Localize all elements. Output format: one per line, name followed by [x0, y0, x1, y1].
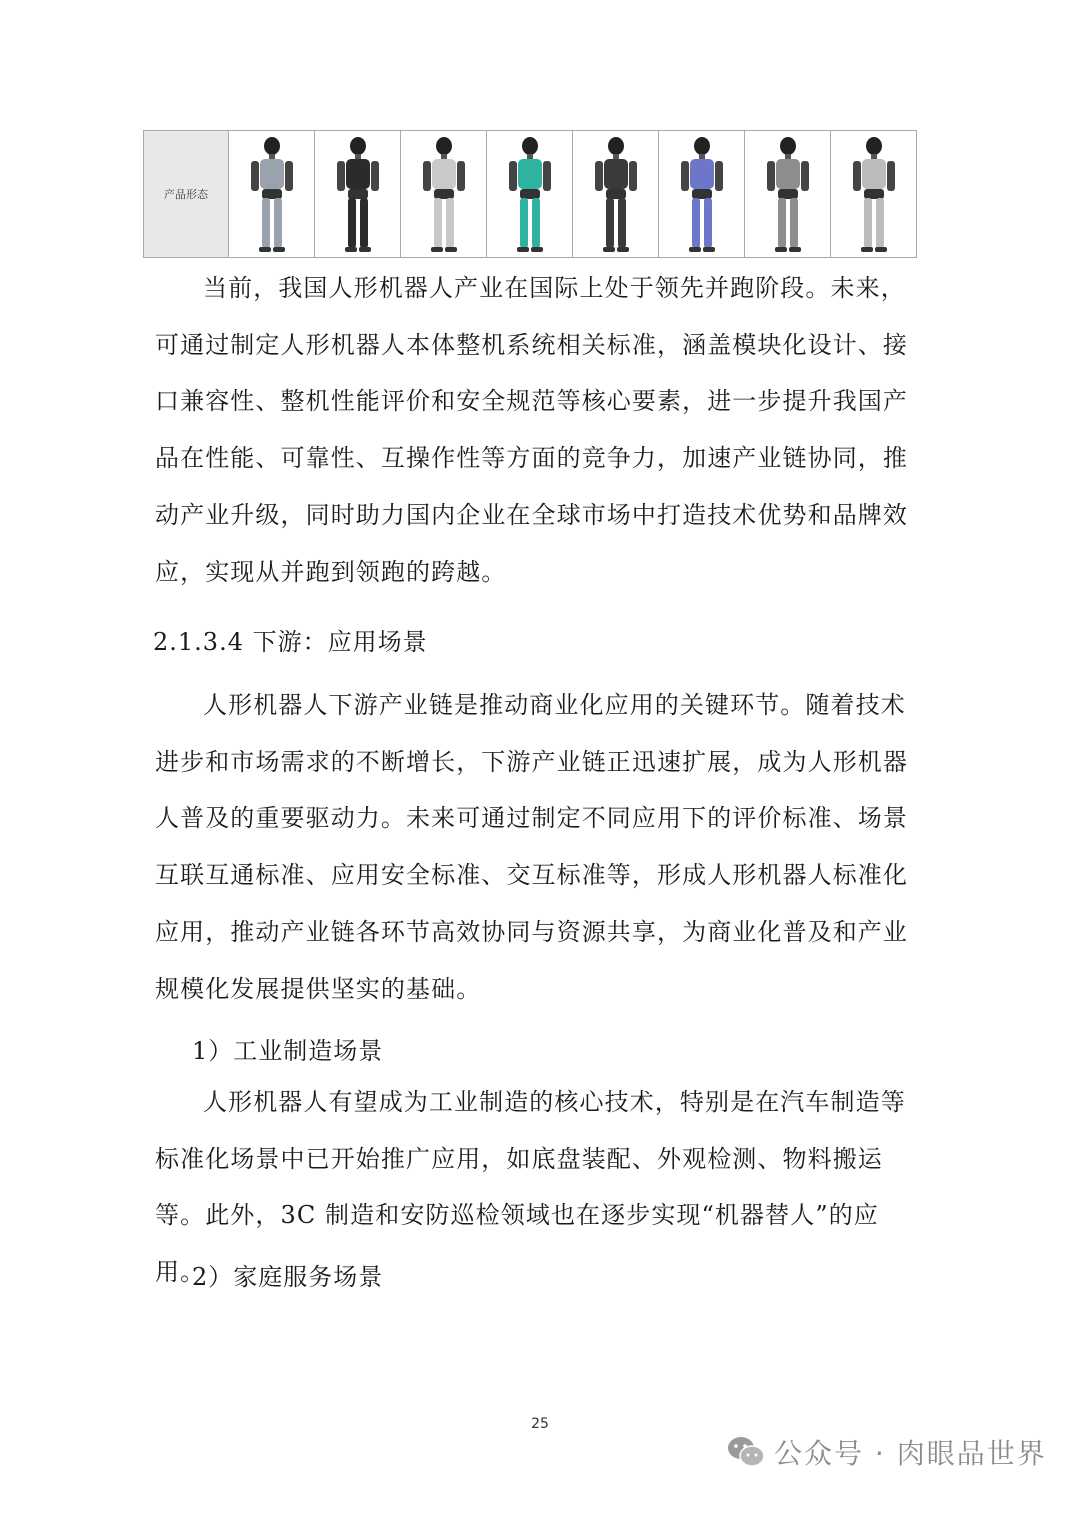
product-form-table: [143, 130, 917, 258]
paragraph-downstream: 人形机器人下游产业链是推动商业化应用的关键环节。随着技术进步和市场需求的不断增长，下游产业链正迅速扩展，成为人形机器人普及的重要驱动力。未来可通过制定不同应用下的评价标准、场景互联互通标准、应用安全标准、交互标准等，形成人形机器人标准化应用，推动产业链各环节高效协同与资源共享，为商业化普及和产业规模化发展提供坚实的基础。: [155, 691, 908, 1003]
humanoid-robot-icon: [495, 132, 565, 256]
humanoid-robot-icon: [581, 132, 651, 256]
table-label-cell: 产品形态: [144, 131, 229, 257]
subheading-home-service: 2）家庭服务场景: [192, 1263, 384, 1291]
humanoid-robot-icon: [753, 132, 823, 256]
robot-image-cell: [573, 131, 659, 257]
section-heading: 2.1.3.4 下游：应用场景: [153, 628, 428, 656]
robot-image-cell: [745, 131, 831, 257]
subheading-industrial: 1）工业制造场景: [192, 1037, 384, 1065]
robot-image-cell: [487, 131, 573, 257]
robot-image-cell: [315, 131, 401, 257]
humanoid-robot-icon: [237, 132, 307, 256]
paragraph-industrial: 人形机器人有望成为工业制造的核心技术，特别是在汽车制造等标准化场景中已开始推广应用，如底盘装配、外观检测、物料搬运等。此外，3C 制造和安防巡检领域也在逐步实现“机器替人”的应用。: [155, 1088, 906, 1287]
watermark-text: 公众号 · 肉眼品世界: [774, 1437, 1047, 1470]
page-number: 25: [531, 1416, 549, 1432]
wechat-icon: [726, 1435, 766, 1469]
paragraph-current-status: 当前，我国人形机器人产业在国际上处于领先并跑阶段。未来，可通过制定人形机器人本体整机系统相关标准，涵盖模块化设计、接口兼容性、整机性能评价和安全规范等核心要素，进一步提升我国产品在性能、可靠性、互操作性等方面的竞争力，加速产业链协同，推动产业升级，同时助力国内企业在全球市场中打造技术优势和品牌效应，实现从并跑到领跑的跨越。: [155, 274, 908, 586]
robot-image-cell: [229, 131, 315, 257]
robot-image-cell: [401, 131, 487, 257]
humanoid-robot-icon: [409, 132, 479, 256]
watermark: [726, 1432, 1047, 1472]
robot-image-cell: [831, 131, 916, 257]
humanoid-robot-icon: [667, 132, 737, 256]
robot-image-cell: [659, 131, 745, 257]
humanoid-robot-icon: [839, 132, 909, 256]
humanoid-robot-icon: [323, 132, 393, 256]
